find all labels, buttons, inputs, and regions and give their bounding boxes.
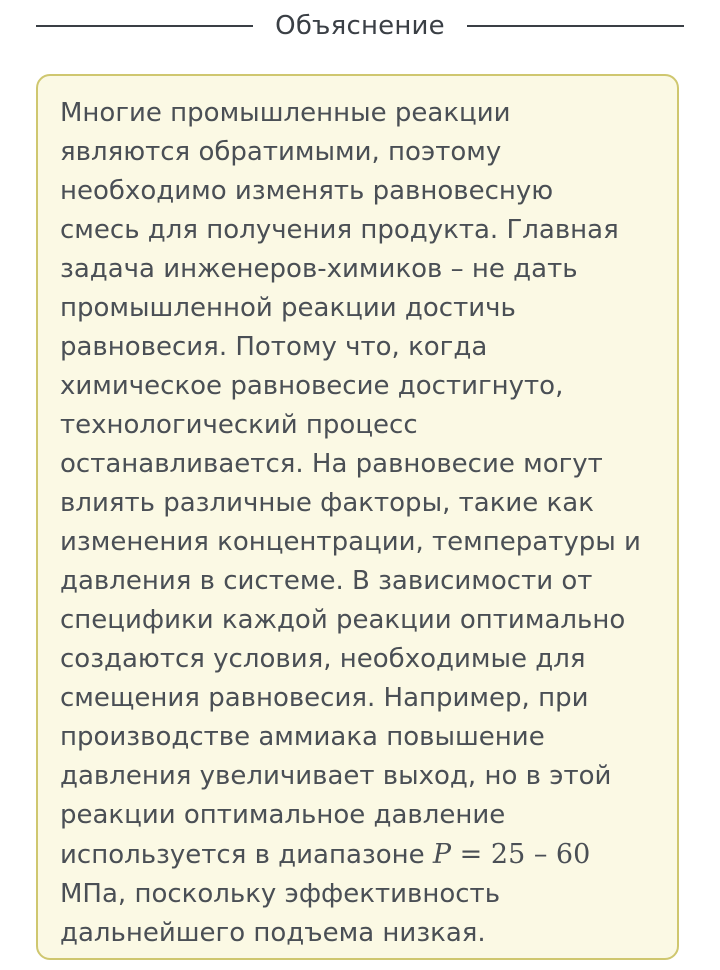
explanation-line: реакции оптимальное давление: [60, 800, 506, 830]
explanation-line: Многие промышленные реакции: [60, 98, 511, 128]
explanation-line: технологический процесс: [60, 410, 418, 440]
explanation-line: промышленной реакции достичь: [60, 293, 516, 323]
explanation-line: смещения равновесия. Например, при: [60, 683, 589, 713]
explanation-line: влиять различные факторы, такие как: [60, 488, 594, 518]
formula-dash: –: [525, 839, 556, 870]
explanation-line: дальнейшего подъема низкая.: [60, 918, 486, 948]
explanation-line: необходимо изменять равновесную: [60, 176, 554, 206]
explanation-line: давления в системе. В зависимости от: [60, 566, 593, 596]
explanation-line: смесь для получения продукта. Главная: [60, 215, 619, 245]
explanation-line: изменения концентрации, температуры и: [60, 527, 641, 557]
explanation-line: равновесия. Потому что, когда: [60, 332, 488, 362]
explanation-line: останавливается. На равновесие могут: [60, 449, 603, 479]
formula-variable: P: [432, 839, 452, 870]
explanation-line: являются обратимыми, поэтому: [60, 137, 502, 167]
explanation-line: производстве аммиака повышение: [60, 722, 545, 752]
header-divider-left: [36, 25, 253, 27]
explanation-section-header: [36, 6, 684, 46]
explanation-line: задача инженеров-химиков – не дать: [60, 254, 578, 284]
section-title: Объяснение: [275, 11, 445, 41]
header-divider-right: [467, 25, 684, 27]
explanation-line: химическое равновесие достигнуто,: [60, 371, 564, 401]
formula-operator: =: [451, 839, 491, 870]
explanation-line: давления увеличивает выход, но в этой: [60, 761, 612, 791]
explanation-card: [36, 74, 679, 960]
formula-range-start: 25: [490, 839, 526, 870]
explanation-line-with-formula: [60, 835, 677, 875]
explanation-text: [60, 94, 677, 953]
pressure-formula: [433, 839, 590, 870]
formula-lead-text: используется в диапазоне: [60, 840, 433, 870]
explanation-line: создаются условия, необходимые для: [60, 644, 586, 674]
explanation-line: МПа, поскольку эффективность: [60, 879, 501, 909]
formula-range-end: 60: [555, 839, 591, 870]
explanation-line: специфики каждой реакции оптимально: [60, 605, 626, 635]
